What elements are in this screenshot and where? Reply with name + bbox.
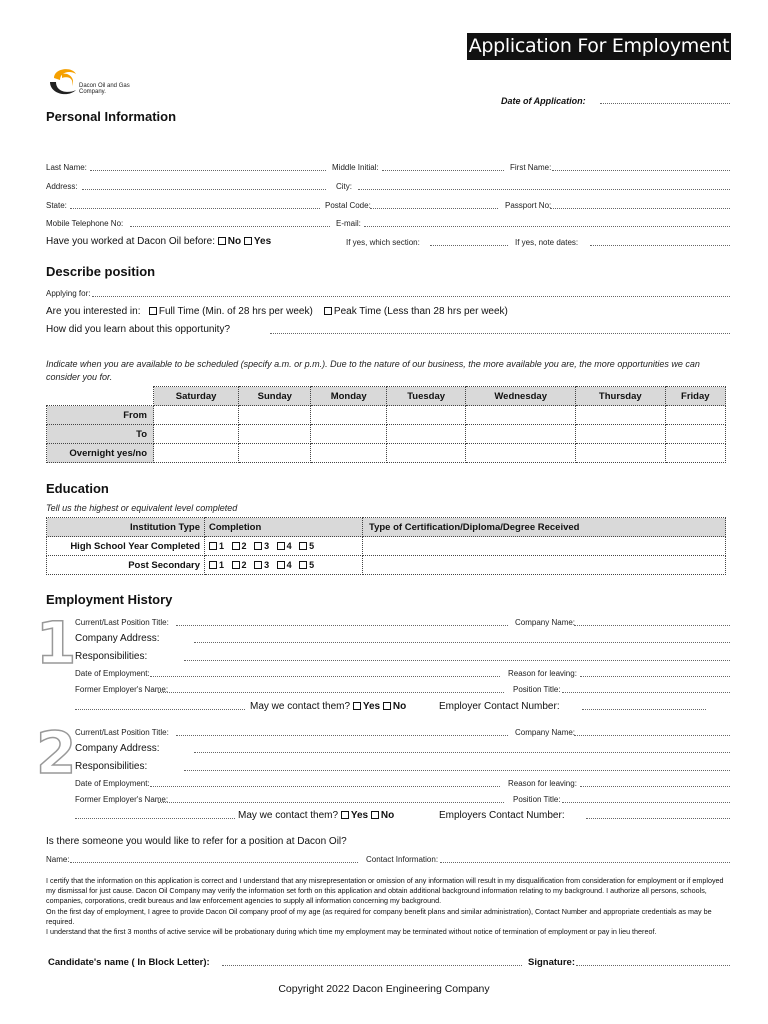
postal-code-label: Postal Code: (325, 201, 371, 210)
first-name-field[interactable] (552, 170, 730, 171)
position-title-field[interactable] (176, 735, 508, 736)
availability-cell[interactable] (239, 444, 311, 463)
date-of-employment-field[interactable] (150, 676, 500, 677)
education-table (46, 517, 726, 575)
passport-label: Passport No: (505, 201, 552, 210)
availability-cell[interactable] (466, 425, 576, 444)
company-name-label: Company Name: (515, 728, 576, 737)
candidate-name-field[interactable] (222, 965, 522, 966)
middle-initial-field[interactable] (382, 170, 504, 171)
note-dates-label: If yes, note dates: (515, 238, 579, 247)
year-checkbox[interactable] (299, 542, 307, 550)
day-header: Saturday (154, 387, 239, 406)
year-checkbox[interactable] (232, 542, 240, 550)
responsibilities-label: Responsibilities: (75, 651, 148, 662)
email-field[interactable] (364, 226, 730, 227)
contact-no-checkbox[interactable] (371, 811, 379, 819)
cert-paragraph-1: I certify that the information on this application is correct and I understand that any misrepresentation or omission of any information will result in my disqualification from consideration for employment or if employed my dismissal for just cause. Dacon Oil Company may verify the information set forth on this application and obtain additional background information relating to my background. I authorize all persons, schools, companies, corporations, credit bureaus and law enforcement agencies to supply all information concerning my background. (46, 876, 724, 906)
availability-cell[interactable] (154, 425, 239, 444)
position-title-field[interactable] (176, 625, 508, 626)
availability-cell[interactable] (154, 444, 239, 463)
cert-paragraph-2: On the first day of employment, I agree to provide Dacon Oil company proof of my age (as required for company benefit plans and similar administration), Contact Number and appropriate credentials as may be required. (46, 906, 712, 926)
contact-number-label: Employer Contact Number: (439, 701, 560, 712)
interested-in-row: Are you interested in: Full Time (Min. of 28 hrs per week) Peak Time (Less than 28 hrs per week) (46, 306, 508, 317)
company-address-field[interactable] (194, 642, 730, 643)
day-header: Wednesday (466, 387, 576, 406)
form-title: Application For Employment (467, 33, 731, 60)
row-header: Overnight yes/no (47, 444, 154, 463)
position-title-2-field[interactable] (562, 692, 730, 693)
how-learn-field[interactable] (270, 333, 730, 334)
date-of-employment-label: Date of Employment: (75, 669, 150, 678)
completion-options: 1 2 3 4 5 (205, 556, 363, 575)
education-header-row (47, 518, 726, 537)
applying-for-label: Applying for: (46, 289, 91, 298)
full-time-checkbox[interactable] (149, 307, 157, 315)
availability-row-to (47, 425, 726, 444)
which-section-field[interactable] (430, 245, 508, 246)
year-checkbox[interactable] (232, 561, 240, 569)
postal-code-field[interactable] (370, 208, 498, 209)
company-name-field[interactable] (574, 625, 730, 626)
availability-cell[interactable] (466, 444, 576, 463)
reason-for-leaving-field[interactable] (580, 786, 730, 787)
former-employer-field[interactable] (158, 692, 504, 693)
company-name-field[interactable] (574, 735, 730, 736)
mobile-field[interactable] (130, 226, 330, 227)
copyright: Copyright 2022 Dacon Engineering Company (278, 983, 490, 995)
contact-yes-checkbox[interactable] (341, 811, 349, 819)
day-header: Monday (311, 387, 386, 406)
contact-question: May we contact them? Yes No (238, 810, 395, 821)
employment-history-heading: Employment History (46, 592, 173, 607)
year-checkbox[interactable] (209, 561, 217, 569)
row-header: To (47, 425, 154, 444)
availability-instructions: Indicate when you are available to be scheduled (specify a.m. or p.m.). Due to the nature of our business, the more available you are, the more opportunities we can consider you for. (46, 359, 700, 382)
worked-before-yes-checkbox[interactable] (244, 237, 252, 245)
education-subtitle: Tell us the highest or equivalent level completed (46, 503, 238, 513)
email-label: E-mail: (336, 219, 361, 228)
completion-header: Completion (205, 518, 363, 537)
availability-cell[interactable] (665, 425, 725, 444)
responsibilities-field[interactable] (184, 770, 730, 771)
row-header: From (47, 406, 154, 425)
day-header: Sunday (239, 387, 311, 406)
row-label: High School Year Completed (47, 537, 205, 556)
year-checkbox[interactable] (209, 542, 217, 550)
middle-initial-label: Middle Initial: (332, 163, 379, 172)
corner-cell (47, 387, 154, 406)
availability-cell[interactable] (576, 425, 666, 444)
employer-extra-field[interactable] (75, 818, 235, 819)
entry-number-2: 2 (36, 719, 77, 787)
worked-before-question: Have you worked at Dacon Oil before: No Yes (46, 236, 272, 247)
availability-cell[interactable] (154, 406, 239, 425)
row-label: Post Secondary (47, 556, 205, 575)
reason-for-leaving-label: Reason for leaving: (508, 669, 577, 678)
company-logo (46, 64, 156, 100)
city-field[interactable] (358, 189, 730, 190)
company-address-label: Company Address: (75, 633, 160, 644)
certification-cell[interactable] (363, 556, 726, 575)
date-of-employment-field[interactable] (150, 786, 500, 787)
completion-options: 1 2 3 4 5 (205, 537, 363, 556)
certification-header: Type of Certification/Diploma/Degree Received (363, 518, 726, 537)
employer-extra-field[interactable] (75, 709, 245, 710)
contact-info-field[interactable] (440, 862, 730, 863)
personal-info-heading: Personal Information (46, 109, 177, 124)
entry-number-1: 1 (36, 609, 77, 677)
year-checkbox[interactable] (254, 561, 262, 569)
contact-number-label: Employers Contact Number: (439, 810, 565, 821)
contact-no-checkbox[interactable] (383, 702, 391, 710)
day-header: Tuesday (386, 387, 465, 406)
describe-position-heading: Describe position (46, 264, 156, 279)
address-label: Address: (46, 182, 78, 191)
mobile-label: Mobile Telephone No: (46, 219, 124, 228)
applying-for-field[interactable] (92, 296, 730, 297)
education-heading: Education (46, 481, 109, 496)
education-row-high-school (47, 537, 726, 556)
position-title-2-label: Position Title: (513, 685, 561, 694)
peak-time-checkbox[interactable] (324, 307, 332, 315)
first-name-label: First Name: (510, 163, 552, 172)
responsibilities-field[interactable] (184, 660, 730, 661)
availability-cell[interactable] (311, 406, 386, 425)
contact-number-field[interactable] (586, 818, 730, 819)
availability-cell[interactable] (311, 444, 386, 463)
availability-cell[interactable] (386, 406, 465, 425)
day-header: Friday (665, 387, 725, 406)
responsibilities-label: Responsibilities: (75, 761, 148, 772)
availability-cell[interactable] (466, 406, 576, 425)
availability-table (46, 386, 726, 463)
year-checkbox[interactable] (277, 561, 285, 569)
former-employer-label: Former Employer's Name: (75, 685, 169, 694)
availability-cell[interactable] (239, 406, 311, 425)
reason-for-leaving-field[interactable] (580, 676, 730, 677)
availability-row-overnight (47, 444, 726, 463)
availability-cell[interactable] (311, 425, 386, 444)
availability-cell[interactable] (576, 406, 666, 425)
certification-text (46, 876, 728, 937)
reason-for-leaving-label: Reason for leaving: (508, 779, 577, 788)
position-title-label: Current/Last Position Title: (75, 728, 169, 737)
certification-cell[interactable] (363, 537, 726, 556)
worked-before-no-checkbox[interactable] (218, 237, 226, 245)
availability-cell[interactable] (386, 444, 465, 463)
state-label: State: (46, 201, 67, 210)
contact-yes-checkbox[interactable] (353, 702, 361, 710)
date-of-application-label: Date of Application: (501, 96, 586, 106)
last-name-field[interactable] (90, 170, 326, 171)
address-field[interactable] (82, 189, 326, 190)
passport-field[interactable] (550, 208, 730, 209)
city-label: City: (336, 182, 352, 191)
availability-cell[interactable] (665, 444, 725, 463)
last-name-label: Last Name: (46, 163, 87, 172)
year-checkbox[interactable] (277, 542, 285, 550)
date-of-employment-label: Date of Employment: (75, 779, 150, 788)
year-checkbox[interactable] (299, 561, 307, 569)
company-address-label: Company Address: (75, 743, 160, 754)
which-section-label: If yes, which section: (346, 238, 420, 247)
availability-cell[interactable] (239, 425, 311, 444)
referral-question: Is there someone you would like to refer for a position at Dacon Oil? (46, 836, 347, 847)
note-dates-field[interactable] (590, 245, 730, 246)
signature-field[interactable] (576, 965, 730, 966)
contact-number-field[interactable] (582, 709, 706, 710)
how-learn-label: How did you learn about this opportunity? (46, 324, 231, 335)
referral-name-field[interactable] (70, 862, 358, 863)
logo-text: Dacon Oil and Gas Company. (79, 83, 130, 95)
signature-label: Signature: (528, 957, 575, 968)
year-checkbox[interactable] (254, 542, 262, 550)
company-address-field[interactable] (194, 752, 730, 753)
availability-cell[interactable] (386, 425, 465, 444)
position-title-2-field[interactable] (562, 802, 730, 803)
candidate-name-label: Candidate's name ( In Block Letter): (48, 957, 210, 968)
referral-name-label: Name: (46, 855, 70, 864)
availability-cell[interactable] (576, 444, 666, 463)
former-employer-label: Former Employer's Name: (75, 795, 169, 804)
contact-info-label: Contact Information: (366, 855, 439, 864)
availability-header-row (47, 387, 726, 406)
availability-row-from (47, 406, 726, 425)
day-header: Thursday (576, 387, 666, 406)
availability-cell[interactable] (665, 406, 725, 425)
institution-type-header: Institution Type (47, 518, 205, 537)
state-field[interactable] (70, 208, 320, 209)
company-name-label: Company Name: (515, 618, 576, 627)
education-row-post-secondary (47, 556, 726, 575)
former-employer-field[interactable] (158, 802, 504, 803)
contact-question: May we contact them? Yes No (250, 701, 407, 712)
cert-paragraph-3: I understand that the first 3 months of active service will be probationary during which time my employment may be terminated without notice of termination of employment or pay in lieu thereof. (46, 927, 657, 937)
position-title-2-label: Position Title: (513, 795, 561, 804)
date-of-application-field[interactable] (600, 103, 730, 104)
position-title-label: Current/Last Position Title: (75, 618, 169, 627)
